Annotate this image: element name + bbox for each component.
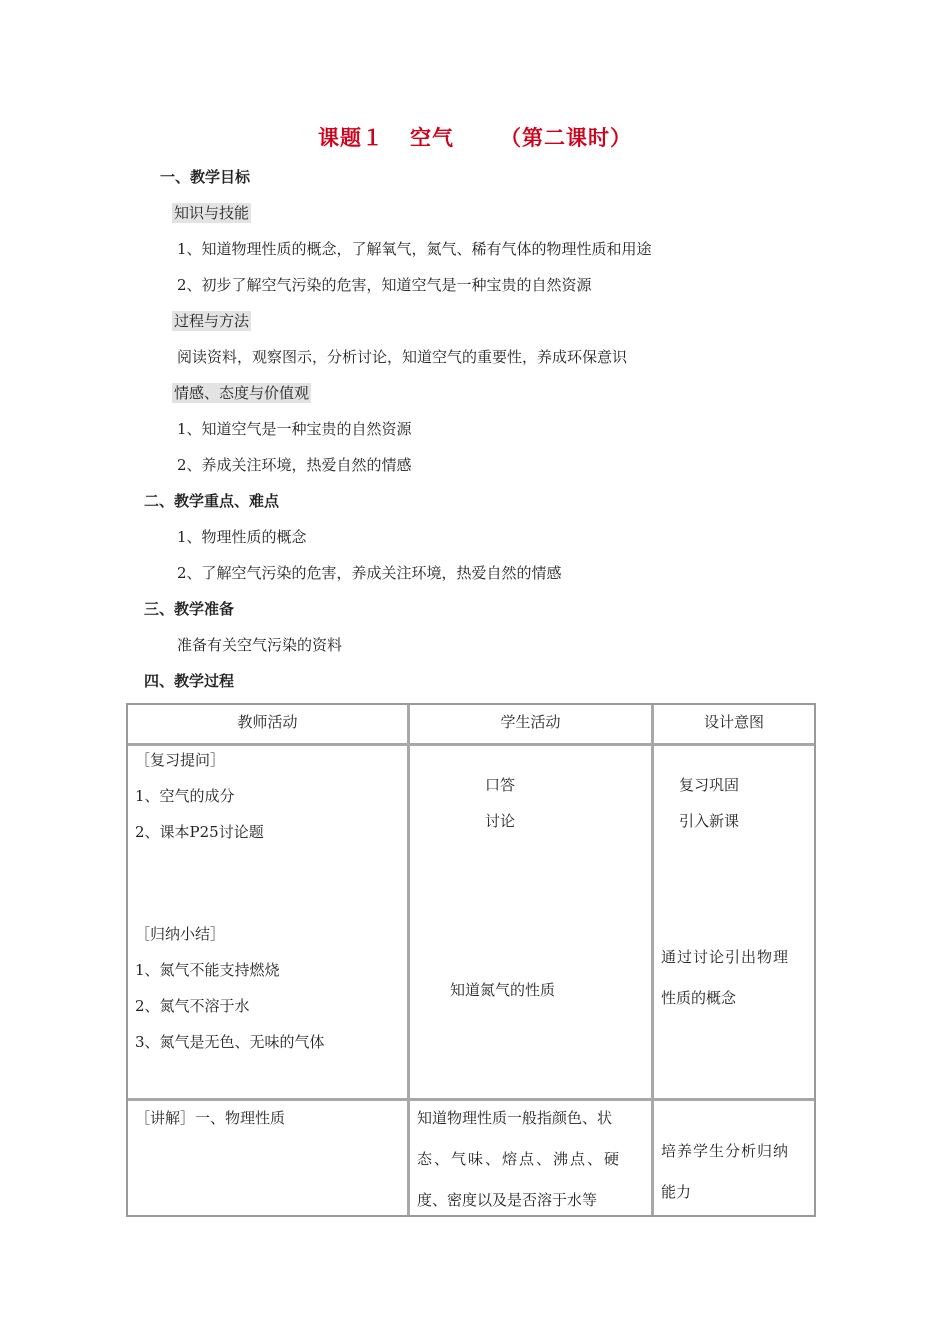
goal-item: 1、知道物理性质的概念，了解氧气，氮气、稀有气体的物理性质和用途: [177, 240, 652, 258]
teacher-activity: 1、空气的成分: [135, 787, 235, 805]
design-intent: 培养学生分析归纳: [661, 1142, 790, 1160]
title-topic: 空气: [410, 126, 454, 150]
student-activity: 度、密度以及是否溶于水等: [417, 1191, 598, 1209]
teacher-activity: 2、课本P25讨论题: [135, 823, 264, 841]
section-heading-goals: 一、教学目标: [160, 168, 251, 186]
preparation-item: 准备有关空气污染的资料: [177, 636, 343, 654]
student-activity: 口答: [485, 776, 516, 794]
teaching-process-table: [126, 703, 816, 1217]
document-title: [0, 122, 950, 152]
student-activity: 知道物理性质一般指颜色、状: [417, 1109, 613, 1127]
table-divider: [128, 743, 814, 746]
title-lesson: 课题１: [318, 126, 384, 150]
column-header-intent: 设计意图: [703, 713, 764, 731]
goal-item: 阅读资料，观察图示，分析讨论，知道空气的重要性，养成环保意识: [177, 348, 628, 366]
focus-item: 2、了解空气污染的危害，养成关注环境，热爱自然的情感: [177, 564, 562, 582]
column-header-student: 学生活动: [500, 713, 561, 731]
design-intent: 能力: [661, 1183, 692, 1201]
design-intent: 复习巩固: [679, 776, 740, 794]
student-activity: 态、气味、熔点、沸点、硬: [417, 1150, 622, 1168]
design-intent: 通过讨论引出物理: [661, 948, 790, 966]
student-activity: 知道氮气的性质: [450, 981, 556, 999]
table-divider: [651, 705, 654, 1215]
student-activity: 讨论: [485, 812, 516, 830]
subheading-process: 过程与方法: [174, 312, 250, 330]
section-heading-focus: 二、教学重点、难点: [144, 492, 280, 510]
teacher-activity: 3、氮气是无色、无味的气体: [135, 1033, 325, 1051]
focus-item: 1、物理性质的概念: [177, 528, 307, 546]
teacher-activity: ［归纳小结］: [135, 925, 226, 943]
teacher-activity: ［讲解］一、物理性质: [135, 1109, 286, 1127]
section-heading-process: 四、教学过程: [144, 672, 235, 690]
table-divider: [128, 1098, 814, 1101]
design-intent: 性质的概念: [661, 989, 737, 1007]
teacher-activity: 1、氮气不能支持燃烧: [135, 961, 280, 979]
goal-item: 2、养成关注环境，热爱自然的情感: [177, 456, 412, 474]
teacher-activity: ［复习提问］: [135, 751, 226, 769]
column-header-teacher: 教师活动: [237, 713, 298, 731]
table-divider: [407, 705, 410, 1215]
teacher-activity: 2、氮气不溶于水: [135, 997, 250, 1015]
subheading-knowledge: 知识与技能: [174, 204, 250, 222]
goal-item: 2、初步了解空气污染的危害，知道空气是一种宝贵的自然资源: [177, 276, 592, 294]
section-heading-preparation: 三、教学准备: [144, 600, 235, 618]
title-period: （第二课时）: [500, 126, 632, 150]
subheading-attitude: 情感、态度与价值观: [174, 384, 310, 402]
design-intent: 引入新课: [679, 812, 740, 830]
goal-item: 1、知道空气是一种宝贵的自然资源: [177, 420, 412, 438]
